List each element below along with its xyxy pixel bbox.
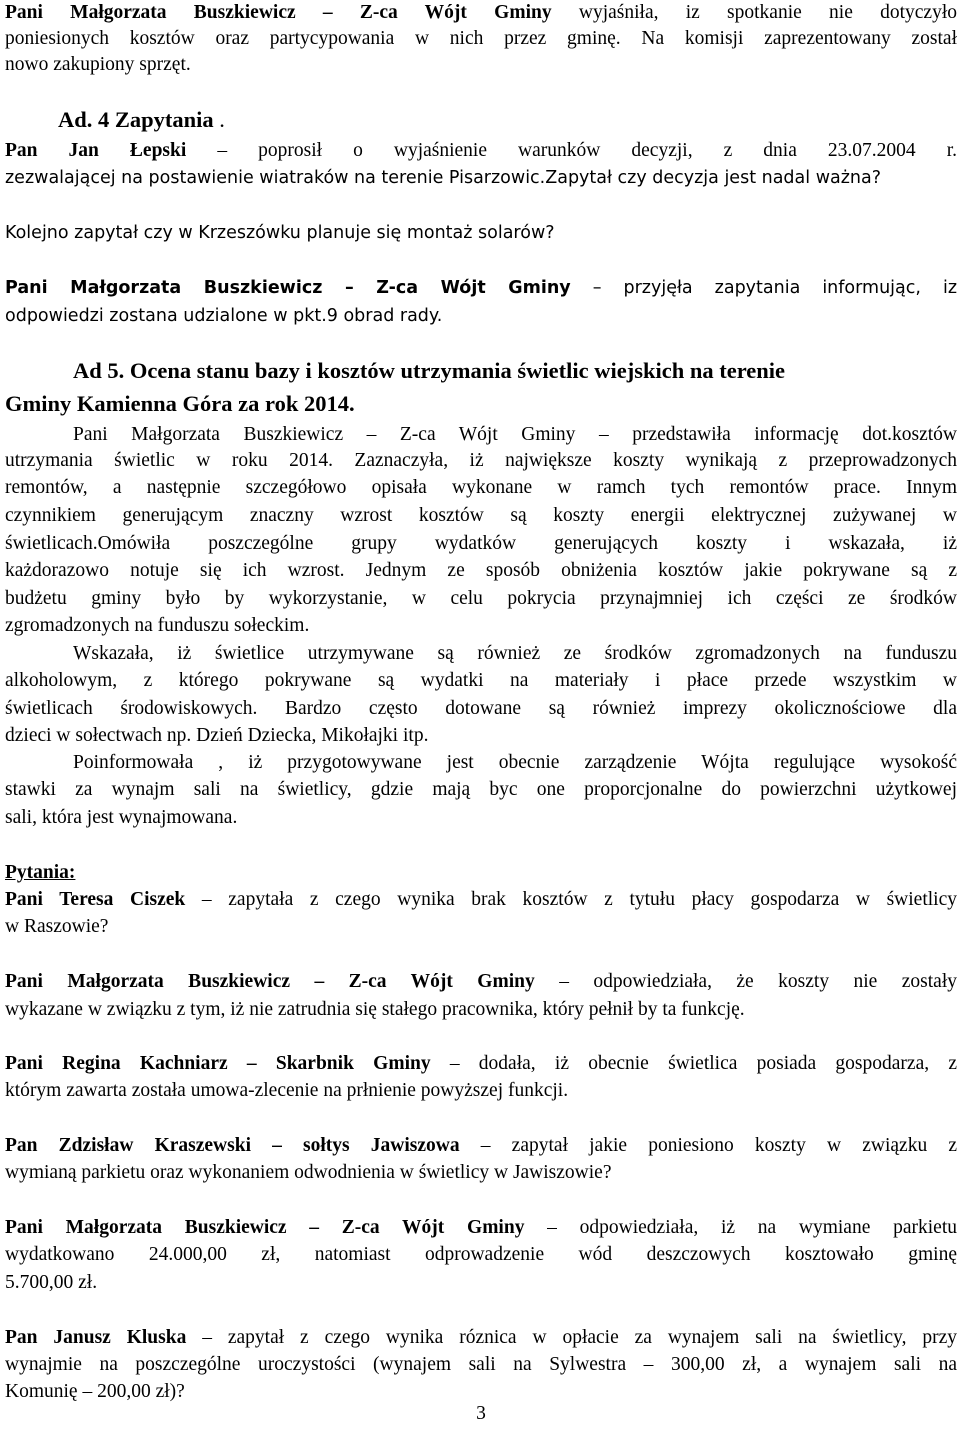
- section-heading-ad5-line2: Gminy Kamienna Góra za rok 2014.: [5, 391, 355, 416]
- paragraph-line: wykazane w związku z tym, iż nie zatrudnia się stałego pracownika, który pełnił by ta funkcję.: [5, 999, 745, 1020]
- text-span: wyjaśniła, iz spotkanie nie dotyczyło: [551, 2, 958, 23]
- paragraph-line: zgromadzonych na funduszu sołeckim.: [5, 615, 310, 636]
- speaker-name: Pani Małgorzata Buszkiewicz – Z-ca Wójt Gminy: [5, 278, 571, 298]
- text-span: – poprosił o wyjaśnienie warunków decyzji, z dnia 23.07.2004 r.: [186, 140, 957, 161]
- paragraph-line: wydatkowano 24.000,00 zł, natomiast odprowadzenie wód deszczowych kosztowało gminę: [5, 1244, 957, 1265]
- paragraph-line: [5, 1133, 957, 1159]
- paragraph-line: [5, 138, 957, 164]
- paragraph-line: [5, 1051, 957, 1077]
- text-span: – dodała, iż obecnie świetlica posiada gospodarza, z: [430, 1053, 957, 1074]
- heading-text: Ad. 4 Zapytania: [58, 107, 214, 132]
- speaker-name: Pan Zdzisław Kraszewski – sołtys Jawiszowa: [5, 1135, 460, 1156]
- text-span: – odpowiedziała, że koszty nie zostały: [534, 971, 958, 992]
- text-span: – zapytał jakie poniesiono koszty w związku z: [459, 1135, 958, 1156]
- section-heading-ad4: [58, 107, 938, 133]
- speaker-name: Pan Jan Łepski: [5, 140, 187, 161]
- speaker-name: Pani Teresa Ciszek: [5, 889, 186, 910]
- speaker-name: Pani Małgorzata Buszkiewicz – Z-ca Wójt Gminy: [5, 1217, 525, 1238]
- paragraph-line: 5.700,00 zł.: [5, 1272, 98, 1293]
- paragraph-line: stawki za wynajm sali na świetlicy, gdzie mają byc one proporcjonalne do powierzchni użytkowej: [5, 779, 957, 800]
- paragraph-line: Komunię – 200,00 zł)?: [5, 1381, 185, 1402]
- paragraph-line: czynnikiem generującym znaczny wzrost kosztów są koszty energii elektrycznej zużywanej w: [5, 505, 957, 526]
- speaker-name: Pan Janusz Kluska: [5, 1327, 187, 1348]
- paragraph-line: remontów, a następnie szczegółowo opisała wykonane w ramch tych remontów prace. Innym: [5, 477, 957, 498]
- paragraph-line: dzieci w sołectwach np. Dzień Dziecka, Mikołajki itp.: [5, 725, 429, 746]
- text-span: – przedstawiła informację dot.kosztów: [575, 424, 958, 445]
- paragraph-line: budżetu gminy było by wykorzystanie, w celu pokrycia przynajmniej ich części ze środków: [5, 588, 957, 609]
- paragraph-line: [5, 275, 957, 301]
- speaker-name: Pani Małgorzata Buszkiewicz – Z-ca Wójt Gminy: [5, 971, 535, 992]
- paragraph-line: [5, 1215, 957, 1241]
- text-span: – zapytała z czego wynika brak kosztów z tytułu płacy gospodarza w świetlicy: [185, 889, 957, 910]
- paragraph-line: [73, 422, 957, 448]
- paragraph-line: Kolejno zapytał czy w Krzeszówku planuje się montaż solarów?: [5, 223, 555, 243]
- paragraph-line: zezwalającej na postawienie wiatraków na terenie Pisarzowic.Zapytał czy decyzja jest nadal ważna?: [5, 168, 882, 188]
- paragraph-line: odpowiedzi zostana udzialone w pkt.9 obrad rady.: [5, 306, 443, 326]
- paragraph-line: świetlicach.Omówiła poszczególne grupy wydatków generujących koszty i wskazała, iż: [5, 533, 957, 554]
- paragraph-line: Poinformowała , iż przygotowywane jest obecnie zarządzenie Wójta regulujące wysokość: [73, 752, 957, 773]
- paragraph-line: [5, 0, 957, 26]
- paragraph-line: [5, 1325, 957, 1351]
- page-number: 3: [476, 1403, 486, 1424]
- section-heading-ad5: Ad 5. Ocena stanu bazy i kosztów utrzymania świetlic wiejskich na terenie: [73, 358, 786, 383]
- paragraph-line: [5, 969, 957, 995]
- paragraph-line: wynajmie na poszczególne uroczystości (wynajem sali na Sylwestra – 300,00 zł, a wynajem sali na: [5, 1354, 957, 1375]
- paragraph-line: poniesionych kosztów oraz partycypowania w nich przez gminę. Na komisji zaprezentowany został: [5, 28, 957, 49]
- paragraph-line: sali, która jest wynajmowana.: [5, 807, 238, 828]
- paragraph-line: w Raszowie?: [5, 916, 109, 937]
- paragraph-line: każdorazowo notuje się ich wzrost. Jednym ze sposób obniżenia kosztów jakie pokrywane są z: [5, 560, 957, 581]
- paragraph-line: Wskazała, iż świetlice utrzymywane są również ze środków zgromadzonych na funduszu: [73, 643, 957, 664]
- paragraph-line: alkoholowym, z którego pokrywane są wydatki na materiały i płace przede wszystkim w: [5, 670, 957, 691]
- heading-dot: .: [213, 107, 225, 132]
- text-span: – przyjęła zapytania informując, iz: [570, 278, 957, 298]
- speaker-name: Pani Regina Kachniarz – Skarbnik Gminy: [5, 1053, 431, 1074]
- paragraph-line: [5, 887, 957, 913]
- text-span: – zapytał z czego wynika róznica w opłacie za wynajem sali na świetlicy, przy: [186, 1327, 957, 1348]
- speaker-name: Pani Małgorzata Buszkiewicz – Z-ca Wójt Gminy: [5, 2, 552, 23]
- paragraph-line: wymianą parkietu oraz wykonaniem odwodnienia w świetlicy w Jawiszowie?: [5, 1162, 612, 1183]
- paragraph-line: nowo zakupiony sprzęt.: [5, 54, 191, 75]
- paragraph-line: którym zawarta została umowa-zlecenie na prłnienie powyższej funkcji.: [5, 1080, 569, 1101]
- paragraph-line: świetlicach środowiskowych. Bardzo często dotowane są również imprezy okolicznościowe dla: [5, 698, 957, 719]
- questions-heading: Pytania:: [5, 862, 76, 883]
- paragraph-line: utrzymania świetlic w roku 2014. Zaznaczyła, iż największe koszty wynikają z przeprowadzonych: [5, 450, 957, 471]
- speaker-name: Pani Małgorzata Buszkiewicz – Z-ca Wójt Gminy: [73, 424, 576, 445]
- text-span: – odpowiedziała, iż na wymiane parkietu: [524, 1217, 957, 1238]
